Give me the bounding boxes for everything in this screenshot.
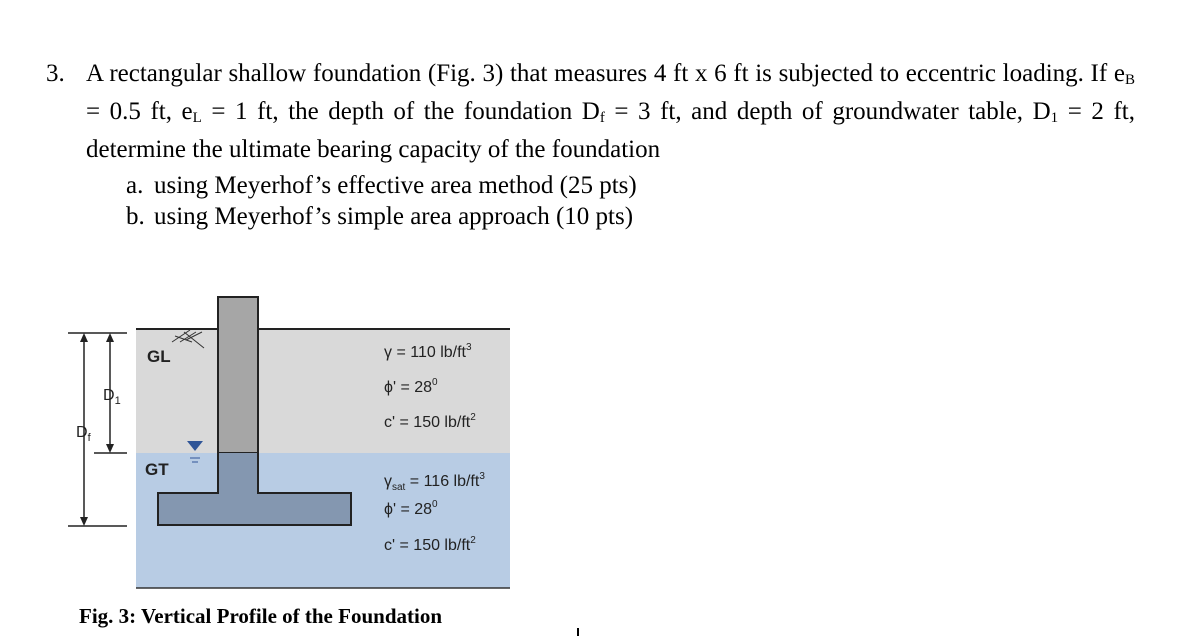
gl-label: GL [147, 347, 171, 366]
lower-phi: $\phi' = 28^0$ [384, 499, 438, 518]
column-dry [218, 297, 258, 453]
figure-caption: Fig. 3: Vertical Profile of the Foundation [79, 604, 442, 628]
upper-phi: $\phi' = 28^0$ [384, 377, 438, 396]
lower-cohesion: c' = 150 $lb/ft^2$ [384, 535, 476, 554]
lower-gamma-sat: $\gamma_{sat} = 116$ $lb/ft^3$ [384, 471, 485, 493]
d1-label: $D_1$ [103, 387, 121, 407]
part-a: a. using Meyerhof’s effective area method (25 pts) [126, 172, 637, 199]
upper-gamma: γ = 110 $lb/ft^3$ [384, 342, 472, 361]
upper-cohesion: c' = 150 $lb/ft^2$ [384, 412, 476, 431]
stray-mark [577, 628, 579, 636]
gt-label: GT [145, 460, 169, 479]
df-label: $D_f$ [76, 424, 91, 444]
question-number: 3. [46, 60, 65, 87]
question-text: A rectangular shallow foundation (Fig. 3) that measures 4 ft x 6 ft is subjected to eccentric loading. If $e_B = 0.5$ ft, $e_L = 1$ ft, the depth of the foundation $D_f = 3$ ft, and depth of groundwater table, $D_1 = 2$ ft, determine the ultimate bearing capacity of the foundation [86, 60, 1135, 163]
part-b: b. using Meyerhof’s simple area approach (10 pts) [126, 203, 634, 230]
